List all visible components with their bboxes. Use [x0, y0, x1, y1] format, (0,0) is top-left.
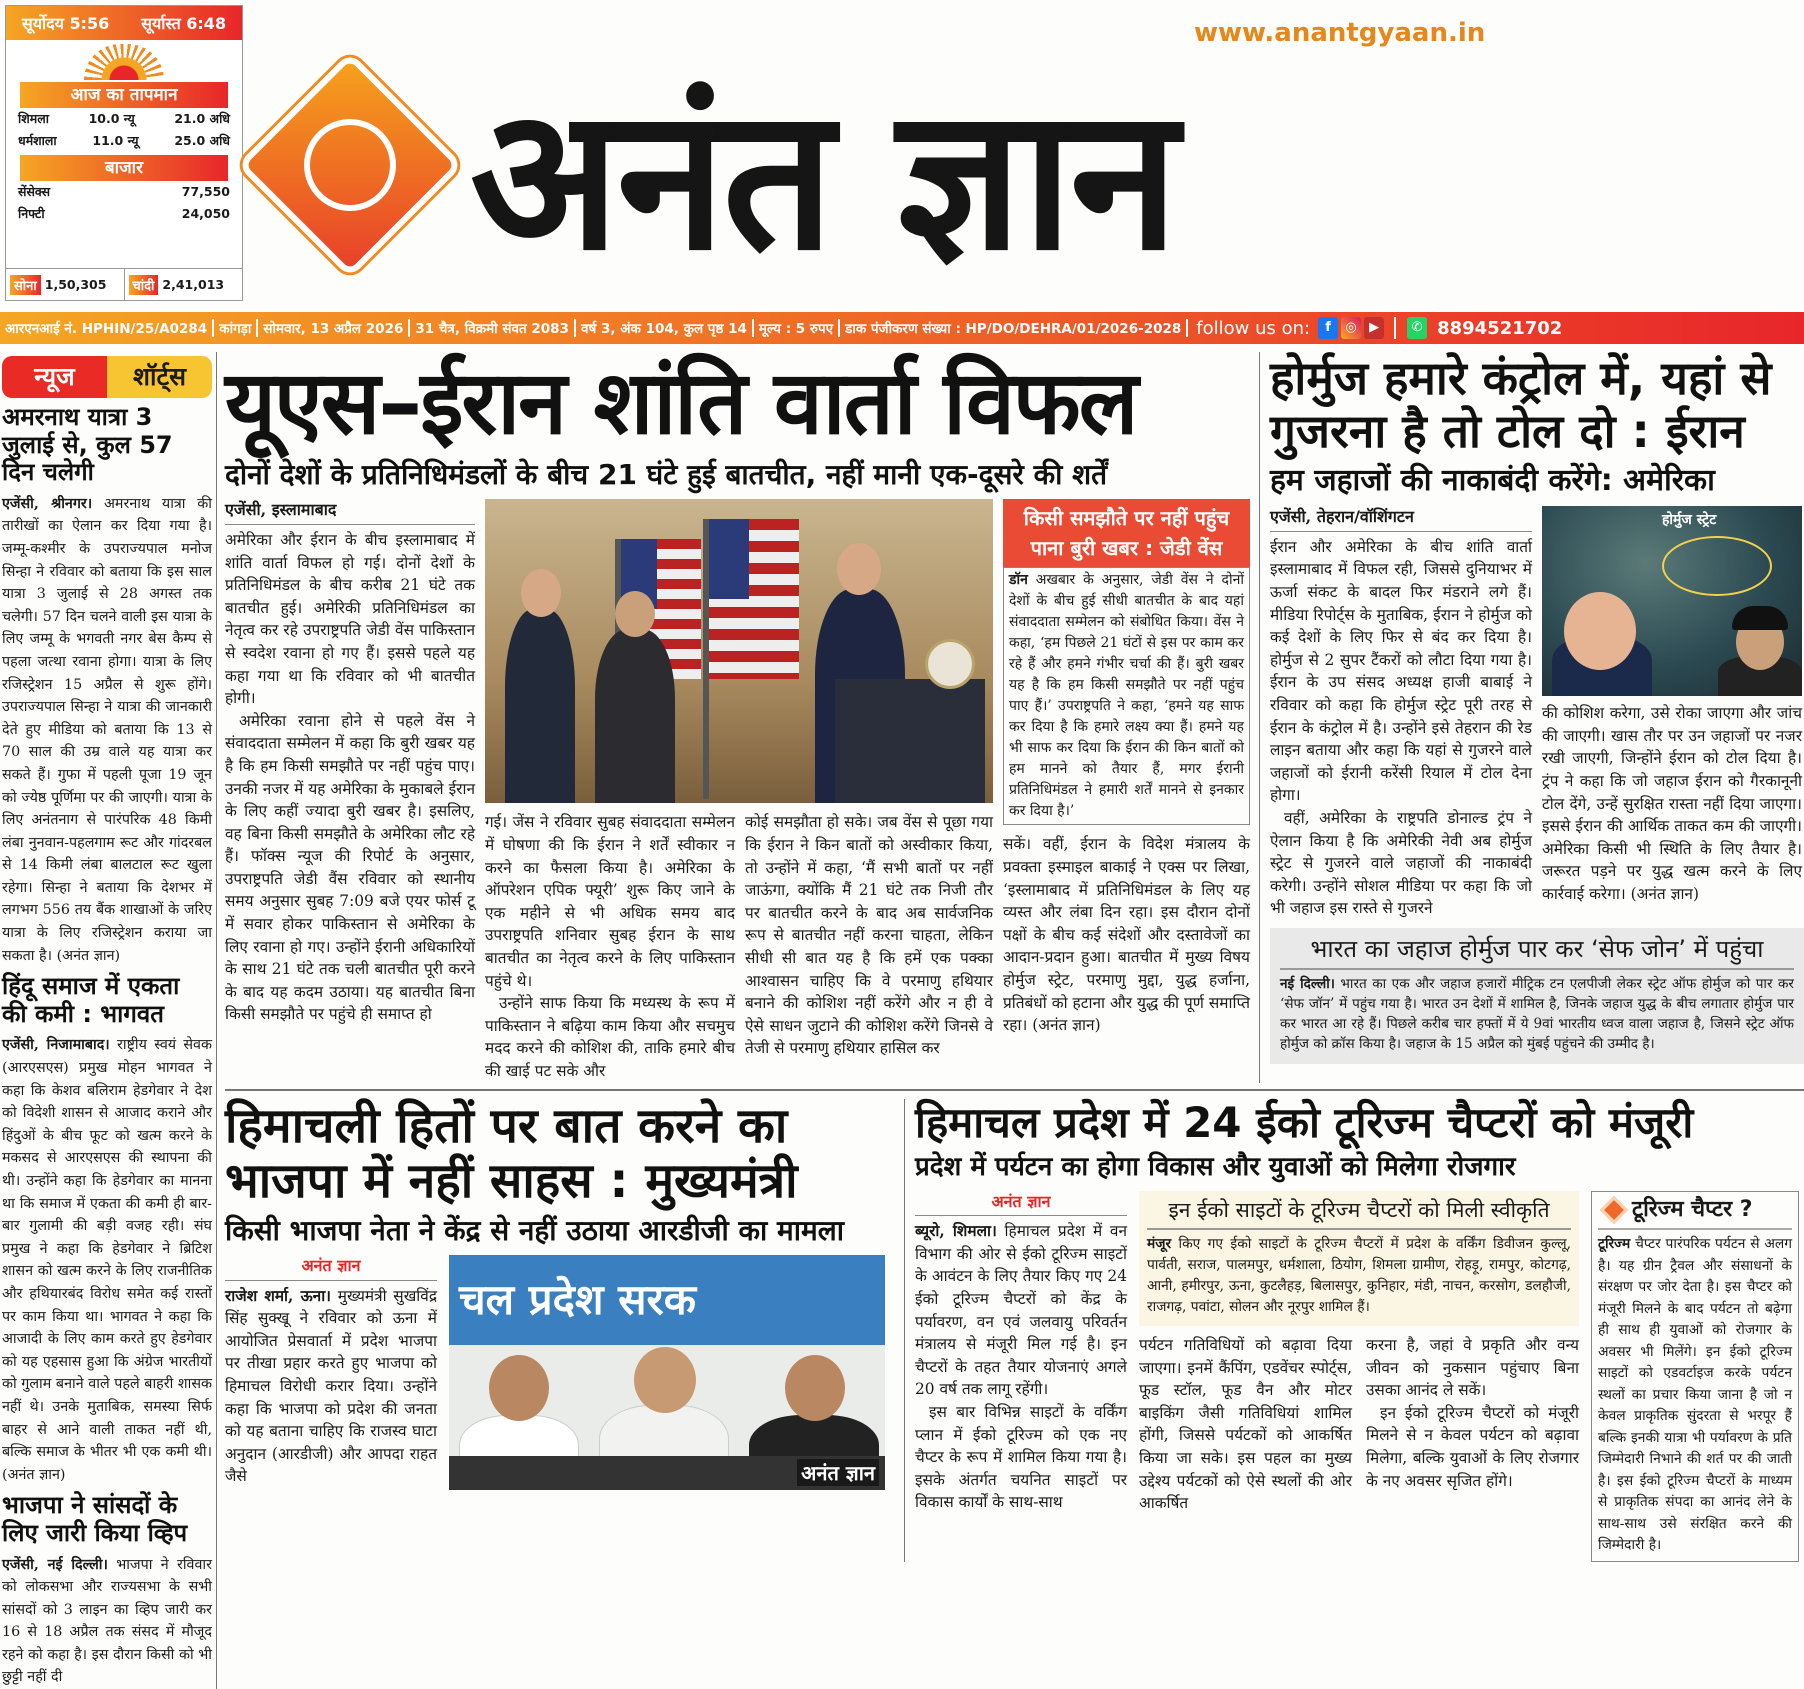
- temp-row: [6, 130, 242, 152]
- box-lead: मंजूर: [1147, 1236, 1171, 1252]
- article-text: अमरनाथ यात्रा की तारीखों का ऐलान कर दिया गया है। जम्मू-कश्मीर के उपराज्यपाल मनोज सिन्हा ने रविवार को बताया कि इस साल यात्रा 3 जुलाई से 28 अगस्त तक चलेगी। 57 दिन चलने वाली इस यात्रा के लिए जम्मू के भगवती नगर बेस कैम्प से पहला जत्था रवाना होगा। यात्रा के लिए रजिस्ट्रेशन 15 अप्रैल से शुरू होंगे। उपराज्यपाल सिन्हा ने यात्रा की जानकारी देते हुए मीडिया को बताया कि 13 से 70 साल की उम्र वाले यह यात्रा कर सकते हैं। गुफा में पहली पूजा 19 जून को ज्येष्ठ पूर्णिमा पर की जाएगी। यात्रा के लिए अनंतनाग से पारंपरिक 48 किमी लंबा नुनवान-पहलगाम रूट और गांदरबल से 14 किमी लंबा बालटाल रूट खुला रहेगा। सिन्हा ने बताया कि देशभर में लगभग 556 तय बैंक शाखाओं के जरिए यात्रा के लिए रजिस्ट्रेशन कराया जा सकता है।: [2, 496, 212, 964]
- cm-story: [225, 1099, 905, 1562]
- india-ship-box: [1270, 928, 1804, 1064]
- article-paragraph: हिमाचल प्रदेश में वन विभाग की ओर से ईको टूरिज्म साइटों के आवंटन के लिए तैयार किए गए 24 ईको टूरिज्म चैप्टरों को केंद्र के पर्यावरण, वन एवं जलवायु परिवर्तन मंत्रालय से मंजूरी मिल गई है। इन चैप्टरों के तहत तैयार योजनाएं अगले 20 वर्ष तक लागू रहेंगी।: [915, 1222, 1127, 1398]
- market-name: सेंसेक्स: [18, 181, 50, 203]
- temp-min: 11.0 न्यू: [92, 130, 138, 152]
- article-paragraph: पर्यटन गतिविधियों को बढ़ावा दिया जाएगा। इनमें कैंपिंग, एडवेंचर स्पोर्ट्स, फूड स्टॉल, फूड वैन और मोटर बाइकिंग जैसी गतिविधियां शामिल होंगी, जिससे पर्यटकों को आकर्षित किया जा सके। इस पहल का मुख्य उद्देश्य पर्यटकों को ऐसे स्थलों की ओर आकर्षित: [1139, 1334, 1352, 1515]
- cm-headline-line-1: हिमाचली हितों पर बात करने का: [225, 1099, 894, 1154]
- market-title: बाजार: [20, 155, 228, 181]
- newspaper-logo-icon: [237, 52, 463, 278]
- hormuz-subhead: हम जहाजों की नाकाबंदी करेंगे: अमेरिका: [1270, 464, 1804, 499]
- article-text: मुख्यमंत्री सुखविंद्र सिंह सुक्खू ने रविवार को ऊना में आयोजित प्रेसवार्ता में प्रदेश भाजपा पर तीखा प्रहार करते हुए भाजपा को हिमाचल विरोधी करार दिया। उन्होंने कहा कि भाजपा को प्रदेश की जनता को यह बताना चाहिए कि राजस्व घाटा अनुदान (आरडीजी) और आपदा राहत जैसे: [225, 1287, 437, 1486]
- newspaper-title: अनंत ज्ञान: [470, 62, 1176, 298]
- article-text: भाजपा ने रविवार को लोकसभा और राज्यसभा के सभी सांसदों को 3 लाइन का व्हिप जारी कर 16 से 18 अप्रैल तक संसद में मौजूद रहने को कहा है। इस दौरान किसी को भी छुट्टी नहीं दी: [2, 1557, 212, 1686]
- facebook-icon[interactable]: f: [1318, 317, 1338, 339]
- dateline: एजेंसी, तेहरान/वॉशिंगटन: [1270, 506, 1532, 532]
- cm-column: [225, 1255, 437, 1488]
- dateline: एजेंसी, नई दिल्ली।: [2, 1557, 108, 1573]
- temperature-title: आज का तापमान: [20, 82, 228, 108]
- credit: (अनंत ज्ञान): [1631, 885, 1699, 903]
- weather-market-box: [5, 5, 243, 301]
- price: मूल्य : 5 रुपए: [754, 319, 840, 337]
- sunset-time: सूर्यास्त 6:48: [141, 12, 226, 34]
- silver-value: 2,41,013: [162, 277, 224, 292]
- gold-label: सोना: [10, 275, 41, 295]
- sun-icon: [84, 44, 164, 80]
- side-headline: टूरिज्म चैप्टर ?: [1632, 1196, 1753, 1225]
- silver-label: चांदी: [129, 275, 159, 295]
- vance-press-photo: [485, 499, 993, 803]
- cm-subhead: किसी भाजपा नेता ने केंद्र से नहीं उठाया आरडीजी का मामला: [225, 1215, 894, 1247]
- issue-info: वर्ष 3, अंक 104, कुल पृष्ठ 14: [576, 319, 754, 337]
- ship-text: भारत का एक और जहाज हजारों मीट्रिक टन एलपीजी लेकर स्ट्रेट ऑफ होर्मुज को पार कर ‘सेफ जॉन’ में पहुंच गया है। भारत उन देशों में शामिल है, जिनके जहाज युद्ध के बीच लगातार होर्मुज पार कर भारत आ रहे हैं। पिछले करीब चार हफ्तों में ये 9वां भारतीय ध्वज वाला जहाज है, जिसने स्ट्रेट ऑफ होर्मुज को क्रॉस किया है। जहाज के 15 अप्रैल को मुंबई पहुंचने की उम्मीद है।: [1280, 976, 1794, 1052]
- market-value: 77,550: [182, 181, 230, 203]
- temp-city: शिमला: [18, 108, 49, 130]
- sun-times-band: [6, 6, 242, 40]
- lead-story: [225, 352, 1260, 1083]
- box-text: अखबार के अनुसार, जेडी वेंस ने दोनों देशों के बीच हुई सीधी बातचीत के बाद यहां संवाददाता सम्मेलन को संबोधित किया। वेंस ने कहा, ‘हम पिछले 21 घंटों से इस पर काम कर रहे हैं और हमने गंभीर चर्चा की हैं। बुरी खबर यह है कि हम किसी समझौते पर नहीं पहुंच पाए हैं।’ उपराष्ट्रपति ने कहा, ‘हमने यह साफ कर दिया है कि हमारे लक्ष्य क्या हैं। हमने यह भी साफ कर दिया कि ईरान की किन बातों को हम मानने को तैयार हैं, मगर ईरानी प्रतिनिधिमंडल ने हमारी शर्तें मानने से इनकार कर दिया है।’: [1009, 572, 1244, 819]
- credit: (अनंत ज्ञान): [2, 1467, 66, 1483]
- short-article: [2, 493, 212, 967]
- hormuz-map-photo: [1542, 506, 1802, 696]
- cm-headline-line-2: भाजपा में नहीं साहस : मुख्यमंत्री: [225, 1154, 894, 1209]
- box-text: किए गए ईको साइटों के टूरिज्म चैप्टरों में प्रदेश के वर्किंग डिवीजन कुल्लू, पार्वती, सराज, पालमपुर, धर्मशाला, ठियोग, शिमला ग्रामीण, रोहड़ू, रामपुर, कोटगढ़, आनी, हमीरपुर, ऊना, कुटलैहड़, बिलासपुर, कुनिहार, मंडी, नाचन, करसोग, डलहौजी, राजगढ़, पवांटा, सोलन और नूरपुर शामिल हैं।: [1147, 1236, 1571, 1315]
- vance-quote-headline: किसी समझौते पर नहीं पहुंच पाना बुरी खबर : जेडी वेंस: [1003, 499, 1250, 567]
- article-paragraph: गई। जेंस ने रविवार सुबह संवाददाता सम्मेलन में घोषणा की कि ईरान ने शर्तें स्वीकार न करने का फैसला किया है। अमेरिका के ऑपरेशन एपिक फ्यूरी’ शुरू किए जाने के एक महीने से भी अधिक समय बाद उपराष्ट्रपति शनिवार सुबह ईरान के साथ बातचीत का नेतृत्व करने के लिए पाकिस्तान पहुंचे थे।: [485, 811, 735, 992]
- lead-subhead: दोनों देशों के प्रतिनिधिमंडलों के बीच 21 घंटे हुई बातचीत, नहीं मानी एक-दूसरे की शर्तें: [225, 459, 1251, 491]
- dateline: एजेंसी, श्रीनगर।: [2, 496, 92, 512]
- whatsapp-icon[interactable]: ✆: [1407, 317, 1427, 339]
- edition-place: कांगड़ा: [214, 319, 258, 337]
- follow-label: follow us on:: [1188, 318, 1315, 339]
- shorts-label-a: न्यूज: [2, 356, 107, 398]
- silver-price: [124, 269, 243, 300]
- article-paragraph: कोई समझौता हो सके। जब वेंस से पूछा गया कि ईरान ने किन बातों को अस्वीकार किया, तो उन्होंने में कहा, ‘मैं सभी बातों पर नहीं जाऊंगा, क्योंकि मैं 21 घंटे तक निजी तौर पर बातचीत करने के बाद अब सार्वजनिक रूप से बातचीत नहीं करना चाहता, लेकिन सीधी सी बात यह है कि हमें एक पक्का आश्वासन चाहिए कि वे परमाणु हथियार बनाने की कोशिश नहीं करेंगे और न ही वे ऐसे साधन जुटाने की कोशिश करेंगे जिनसे वे तेजी से परमाणु हथियार हासिल कर: [745, 811, 993, 1060]
- market-name: निफ्टी: [18, 203, 45, 225]
- market-value: 24,050: [182, 203, 230, 225]
- edition-info-bar: [0, 312, 1804, 344]
- box-text: चैप्टर पारंपरिक पर्यटन से अलग है। यह ग्रीन ट्रैवल और संसाधनों के संरक्षण पर जोर देता है। इस चैप्टर को मंजूरी मिलने के बाद पर्यटन तो बढ़ेगा ही साथ ही युवाओं को रोजगार के अवसर भी मिलेंगे। इन ईको टूरिज्म साइटों को एडवर्टाइज करके पर्यटन स्थलों का प्रचार किया जाना है जो न केवल प्राकृतिक सुंदरता से भरपूर हैं बल्कि इनकी यात्रा भी पर्यावरण के प्रति जिम्मेदारी निभाने की शर्त पर की जाती है। इस ईको टूरिज्म चैप्टरों के माध्यम से प्राकृतिक संपदा का आनंद लेने के साथ-साथ उसे संरक्षित करने की जिम्मेदारी है।: [1598, 1236, 1792, 1553]
- lead-headline: यूएस–ईरान शांति वार्ता विफल: [225, 352, 1251, 453]
- rni-number: आरएनआई नं. HPHIN/25/A0284: [0, 319, 214, 337]
- temp-max: 21.0 अधि: [174, 108, 230, 130]
- dateline: एजेंसी, इस्लामाबाद: [225, 499, 475, 525]
- article-paragraph: उन्होंने साफ किया कि मध्यस्थ के रूप में पाकिस्तान ने बढ़िया काम किया और सचमुच मदद करने की कोशिश की, ताकि हमारे बीच की खाई पट सके और: [485, 992, 735, 1082]
- box-lead: टूरिज्म: [1598, 1236, 1630, 1252]
- article-paragraph: अमेरिका और ईरान के बीच इस्लामाबाद में शांति वार्ता विफल हो गई। दोनों देशों के प्रतिनिधिमंडल के बीच करीब 21 घंटे तक बातचीत हुई। अमेरिकी प्रतिनिधिमंडल का नेतृत्व कर रहे उपराष्ट्रपति जेडी वेंस पाकिस्तान से स्वदेश रवाना हो गए हैं। इससे पहले यह कहा गया था कि रविवार को भी बातचीत होगी।: [225, 529, 475, 710]
- market-row: [6, 181, 242, 203]
- box-lead: डॉन: [1009, 572, 1028, 588]
- credit: (अनंत ज्ञान): [1032, 1016, 1100, 1034]
- map-label: होर्मुज स्ट्रेट: [1662, 510, 1716, 529]
- postal-registration: डाक पंजीकरण संख्या : HP/DO/DEHRA/01/2026-2028: [840, 319, 1188, 337]
- short-headline: अमरनाथ यात्रा 3 जुलाई से, कुल 57 दिन चलेगी: [2, 404, 212, 487]
- dateline: राजेश शर्मा, ऊना।: [225, 1287, 331, 1305]
- instagram-icon[interactable]: ◎: [1341, 317, 1361, 339]
- youtube-icon[interactable]: ▶: [1364, 317, 1384, 339]
- eco-box-headline: इन ईको साइटों के टूरिज्म चैप्टरों को मिली स्वीकृति: [1147, 1191, 1571, 1230]
- article-paragraph: अमेरिका रवाना होने से पहले वेंस ने संवाददाता सम्मेलन में कहा कि बुरी खबर यह है कि हम किसी समझौते पर नहीं पहुंच पाए। उनकी नजर में यह अमेरिका के मुकाबले ईरान के लिए कहीं ज्यादा बुरी खबर है। इसलिए, वह बिना किसी समझौते के अमेरिका लौट रहे हैं। फॉक्स न्यूज की रिपोर्ट के अनुसार, उपराष्ट्रपति जेडी वैंस रविवार को स्थानीय समय अनुसार सुबह 7:09 बजे एयर फोर्स टू में सवार होकर पाकिस्तान से अमेरिका के लिए रवाना हो गए। उन्होंने ईरानी अधिकारियों के साथ 21 घंटे तक चली बातचीत पूरी करने के बाद यह कदम उठाया। यह बातचीत बिना किसी समझौते पर पहुंचे ही समाप्त हो: [225, 710, 475, 1026]
- gold-price: [6, 269, 124, 300]
- dateline: नई दिल्ली।: [1280, 976, 1335, 992]
- photo-watermark: अनंत ज्ञान: [797, 1459, 879, 1486]
- eco-sites-box: [1139, 1191, 1579, 1326]
- logo-diamond-icon: [1600, 1196, 1628, 1224]
- article-paragraph: सकें। वहीं, ईरान के विदेश मंत्रालय के प्रवक्ता इस्माइल बाकाई ने एक्स पर लिखा, ‘इस्लामाबाद में प्रतिनिधिमंडल के लिए यह व्यस्त और लंबा दिन रहा। इस दौरान दोनों पक्षों के बीच कई संदेशों और दस्तावेजों का आदान-प्रदान हुआ। बातचीत में मुख्य विषय होर्मुज स्ट्रेट, परमाणु मुद्दा, युद्ध हर्जाना, प्रतिबंधों को हटाना और युद्ध की पूर्ण समाप्ति रहा।: [1003, 835, 1250, 1034]
- lead-column-1: [225, 499, 475, 1026]
- short-article: [2, 1034, 212, 1486]
- tourism-story: [905, 1099, 1804, 1562]
- market-row: [6, 203, 242, 225]
- tourism-chapter-box: [1591, 1191, 1799, 1562]
- news-shorts-label: [2, 356, 212, 398]
- article-paragraph: इस बार विभिन्न साइटों के वर्किंग प्लान में ईको टूरिज्म को एक नए चैप्टर के रूप में शामिल किया गया है। इसके अंतर्गत चयनित साइटों पर विकास कार्यों के साथ-साथ: [915, 1401, 1127, 1514]
- temp-max: 25.0 अधि: [174, 130, 230, 152]
- article-paragraph: वहीं, अमेरिका के राष्ट्रपति डोनाल्ड ट्रंप ने ऐलान किया है कि अमेरिकी नेवी अब होर्मुज स्ट्रेट से गुजरने वाले जहाजों की नाकाबंदी करेगी। उन्होंने सोशल मीडिया पर कहा कि जो भी जहाज इस रास्ते से गुजरने: [1270, 807, 1532, 920]
- vance-quote-box: [1003, 567, 1250, 825]
- website-url[interactable]: www.anantgyaan.in: [1194, 16, 1485, 50]
- tourism-headline: हिमाचल प्रदेश में 24 ईको टूरिज्म चैप्टरों को मंजूरी: [915, 1099, 1804, 1147]
- cm-press-photo: [449, 1255, 885, 1490]
- tourism-column-2: [1139, 1334, 1352, 1515]
- article-paragraph: ईरान और अमेरिका के बीच शांति वार्ता इस्लामाबाद में विफल रही, जिससे दुनियाभर में ऊर्जा संकट के बादल फिर मंडराने लगे हैं। मीडिया रिपोर्ट्स के मुताबिक, ईरान ने होर्मुज को कई देशों के लिए फिर से बंद कर दिया है। होर्मुज से 2 सुपर टैंकरों को लौटा दिया गया है। ईरान के उप संसद अध्यक्ष हाजी बाबाई ने रविवार को कहा कि होर्मुज स्ट्रेट पूरी तरह से ईरान के कंट्रोल में है। उन्होंने इसे तेहरान की रेड लाइन बताया और कहा कि यहां से गुजरने वाले जहाजों को ईरानी करेंसी रियाल में टोल देना होगा।: [1270, 536, 1532, 807]
- hormuz-column-2: [1542, 702, 1802, 905]
- hormuz-headline-line-2: गुजरना है तो टोल दो : ईरान: [1270, 405, 1804, 458]
- edition-date: सोमवार, 13 अप्रैल 2026: [258, 319, 410, 337]
- temp-min: 10.0 न्यू: [89, 108, 135, 130]
- article-paragraph: करना है, जहां वे प्रकृति और वन्य जीवन को नुकसान पहुंचाए बिना उसका आनंद ले सकें।: [1366, 1334, 1579, 1402]
- tourism-column-3: [1366, 1334, 1579, 1492]
- tourism-column-1: [915, 1191, 1127, 1514]
- sunrise-time: सूर्योदय 5:56: [22, 12, 109, 34]
- dateline: ब्यूरो, शिमला।: [915, 1222, 997, 1240]
- short-headline: हिंदू समाज में एकता की कमी : भागवत: [2, 973, 212, 1028]
- lead-column-3: [745, 811, 993, 1060]
- samvat-date: 31 चैत्र, विक्रमी संवत 2083: [410, 319, 576, 337]
- short-article: [2, 1554, 212, 1689]
- temp-city: धर्मशाला: [18, 130, 57, 152]
- temp-row: [6, 108, 242, 130]
- tourism-subhead: प्रदेश में पर्यटन का होगा विकास और युवाओं को मिलेगा रोजगार: [915, 1153, 1804, 1183]
- dateline: एजेंसी, निजामाबाद।: [2, 1037, 110, 1053]
- article-paragraph: की कोशिश करेगा, उसे रोका जाएगा और जांच की जाएगी। खास तौर पर उन जहाजों पर नजर रखी जाएगी, जिन्होंने ईरान को टोल दिया है। ट्रंप ने कहा कि जो जहाज ईरान को गैरकानूनी टोल देंगे, उन्हें सुरक्षित रास्ता नहीं दिया जाएगा। इससे ईरान की आर्थिक ताकत कम की जाएगी। अमेरिका किसी भी स्थिति के लिए तैयार है। जरूरत पड़ने पर युद्ध खत्म करने के लिए कार्रवाई करेगा।: [1542, 704, 1802, 903]
- hormuz-story: [1260, 352, 1804, 1083]
- hormuz-column-1: [1270, 506, 1532, 920]
- article-paragraph: इन ईको टूरिज्म चैप्टरों को मंजूरी मिलने से न केवल पर्यटन को बढ़ावा मिलेगा, बल्कि युवाओं के लिए रोजगार के नए अवसर सृजित होंगे।: [1366, 1402, 1579, 1492]
- lead-column-2: [485, 811, 735, 1082]
- lead-column-4: [1003, 833, 1250, 1036]
- short-headline: भाजपा ने सांसदों के लिए जारी किया व्हिप: [2, 1492, 212, 1547]
- gold-value: 1,50,305: [45, 277, 107, 292]
- photo-banner-text: चल प्रदेश सरक: [449, 1255, 885, 1345]
- phone-number[interactable]: 8894521702: [1432, 318, 1567, 339]
- credit: (अनंत ज्ञान): [57, 948, 121, 964]
- shorts-label-b: शॉर्ट्स: [107, 356, 212, 398]
- news-shorts-column: [0, 352, 217, 1689]
- hormuz-headline-line-1: होर्मुज हमारे कंट्रोल में, यहां से: [1270, 352, 1804, 405]
- source-tag: अनंत ज्ञान: [225, 1255, 437, 1281]
- ship-headline: भारत का जहाज होर्मुज पार कर ‘सेफ जोन’ में पहुंचा: [1280, 928, 1794, 970]
- article-text: राष्ट्रीय स्वयं सेवक (आरएसएस) प्रमुख मोहन भागवत ने कहा कि केशव बलिराम हेडगेवार ने देश को विदेशी शासन से आजाद कराने और हिंदुओं के बीच फूट को खत्म करने के मकसद से आरएसएस की स्थापना की थी। उन्होंने कहा कि हेडगेवार का मानना था कि समाज में एकता की कमी ही बार-बार गुलामी की बड़ी वजह रही। संघ प्रमुख ने कहा कि हेडगेवार ने ब्रिटिश शासन को खत्म करने के लिए राजनीतिक और हथियारबंद विरोध समेत कई रास्तों पर काम किया था। भागवत ने कहा कि आजादी के लिए काम करते हुए हेडगेवार को यह एहसास हुआ कि अंग्रेज भारतीयों को गुलाम बनाने वाले पहले बाहरी शासक नहीं थे। उनके मुताबिक, समस्या सिर्फ बाहर से आने वाली ताकत नहीं थी, बल्कि समाज के भीतर भी एक कमी थी।: [2, 1037, 212, 1460]
- source-tag: अनंत ज्ञान: [915, 1191, 1127, 1217]
